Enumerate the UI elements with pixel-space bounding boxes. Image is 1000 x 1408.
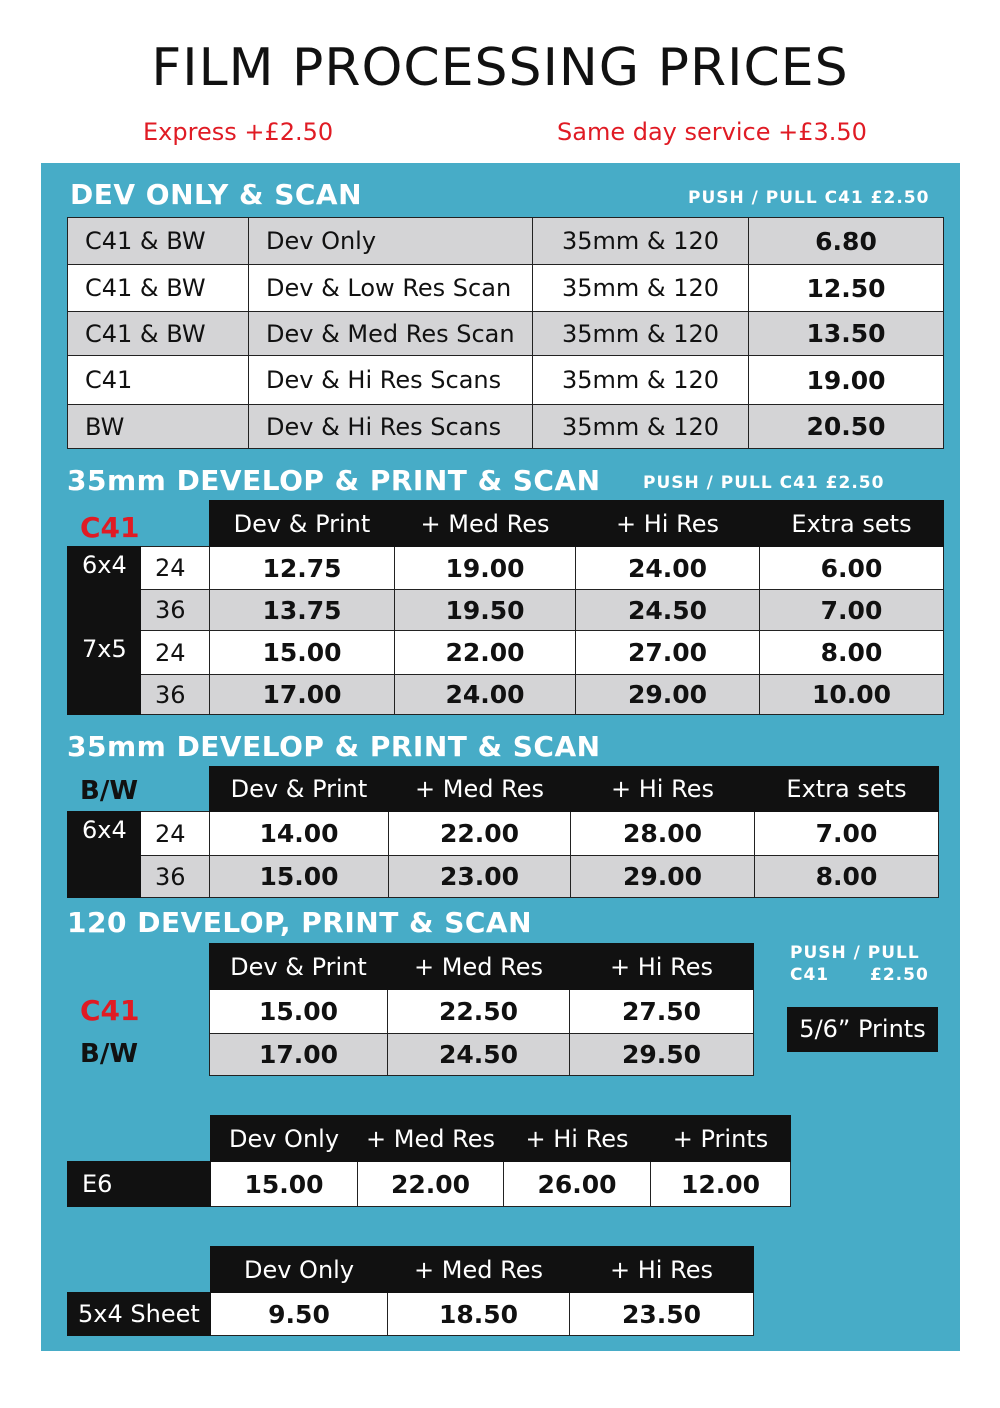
price-cell: 10.00: [760, 675, 944, 715]
sheet-label: 5x4 Sheet: [68, 1293, 211, 1336]
price-cell: 17.00: [210, 675, 395, 715]
print-size-label: 6x4: [68, 812, 141, 898]
header-row: [68, 501, 944, 547]
f120-push-pull-film: C41: [790, 965, 830, 985]
same-day-surcharge: Same day service +£3.50: [557, 118, 867, 146]
price-cell: 23.00: [389, 856, 571, 898]
column-header: Dev & Print: [210, 767, 389, 812]
price-cell: 22.50: [388, 990, 570, 1034]
f120-push-pull-price: £2.50: [870, 965, 929, 985]
exposures-cell: 24: [141, 631, 210, 675]
header-row: [68, 767, 939, 812]
price-cell: 22.00: [395, 631, 576, 675]
table-row: [68, 265, 944, 312]
bw-35mm-table: [67, 766, 939, 898]
table-row: [210, 990, 754, 1034]
column-header: + Med Res: [358, 1116, 504, 1162]
table-row: [68, 312, 944, 356]
price-cell: 14.00: [210, 812, 389, 856]
c41-label: C41: [80, 511, 140, 544]
table-row: [68, 1162, 791, 1207]
film-type-cell: BW: [68, 405, 249, 449]
service-cell: Dev & Hi Res Scans: [249, 356, 533, 405]
column-header: Dev Only: [211, 1247, 388, 1293]
price-cell: 12.00: [651, 1162, 791, 1207]
price-cell: 26.00: [504, 1162, 651, 1207]
format-cell: 35mm & 120: [533, 312, 749, 356]
column-header: + Prints: [651, 1116, 791, 1162]
table-row: [68, 812, 939, 856]
format-cell: 35mm & 120: [533, 356, 749, 405]
column-header: + Hi Res: [504, 1116, 651, 1162]
bw-label: B/W: [80, 776, 138, 806]
column-header: + Med Res: [388, 944, 570, 990]
price-cell: 19.50: [395, 590, 576, 631]
service-cell: Dev & Low Res Scan: [249, 265, 533, 312]
price-cell: 6.80: [749, 218, 944, 265]
exposures-cell: 24: [141, 812, 210, 856]
price-cell: 15.00: [211, 1162, 358, 1207]
dev-scan-push-pull-note: PUSH / PULL C41 £2.50: [688, 188, 930, 208]
price-cell: 24.00: [576, 547, 760, 590]
price-cell: 6.00: [760, 547, 944, 590]
price-cell: 8.00: [760, 631, 944, 675]
service-cell: Dev & Med Res Scan: [249, 312, 533, 356]
film-type-cell: C41 & BW: [68, 312, 249, 356]
price-cell: 7.00: [755, 812, 939, 856]
format-cell: 35mm & 120: [533, 265, 749, 312]
table-row: [68, 218, 944, 265]
column-header: Dev & Print: [210, 501, 395, 547]
column-header: + Hi Res: [570, 1247, 754, 1293]
film-type-cell: C41: [68, 356, 249, 405]
film-type-cell: C41 & BW: [68, 218, 249, 265]
price-cell: 22.00: [358, 1162, 504, 1207]
price-cell: 24.50: [388, 1034, 570, 1076]
price-cell: 15.00: [210, 990, 388, 1034]
column-header: + Med Res: [388, 1247, 570, 1293]
e6-table: [67, 1115, 791, 1207]
price-cell: 29.00: [576, 675, 760, 715]
table-row: [68, 856, 939, 898]
dev-scan-table: [67, 217, 944, 449]
column-header: + Med Res: [395, 501, 576, 547]
price-cell: 27.00: [576, 631, 760, 675]
price-cell: 20.50: [749, 405, 944, 449]
price-cell: 7.00: [760, 590, 944, 631]
price-cell: 13.75: [210, 590, 395, 631]
price-cell: 9.50: [211, 1293, 388, 1336]
price-cell: 8.00: [755, 856, 939, 898]
header-row: [210, 944, 754, 990]
header-row: [68, 1116, 791, 1162]
price-cell: 12.75: [210, 547, 395, 590]
express-surcharge: Express +£2.50: [143, 118, 334, 146]
column-header: + Hi Res: [571, 767, 755, 812]
table-row: [68, 631, 944, 675]
table-row: [68, 405, 944, 449]
price-cell: 19.00: [749, 356, 944, 405]
f120-c41-label: C41: [80, 994, 140, 1027]
sheet-table: [67, 1246, 754, 1336]
price-cell: 22.00: [389, 812, 571, 856]
table-row: [68, 590, 944, 631]
price-cell: 17.00: [210, 1034, 388, 1076]
column-header: + Hi Res: [570, 944, 754, 990]
f120-table: [209, 943, 754, 1076]
price-cell: 13.50: [749, 312, 944, 356]
exposures-cell: 36: [141, 675, 210, 715]
table-row: [210, 1034, 754, 1076]
prints-size-badge: 5/6” Prints: [787, 1007, 938, 1052]
print-size-label: 6x4: [68, 547, 141, 631]
e6-label: E6: [68, 1162, 211, 1207]
table-row: [68, 547, 944, 590]
price-cell: 23.50: [570, 1293, 754, 1336]
print-size-label: 7x5: [68, 631, 141, 715]
column-header: Dev & Print: [210, 944, 388, 990]
film-type-cell: C41 & BW: [68, 265, 249, 312]
column-header: Extra sets: [755, 767, 939, 812]
column-header: + Med Res: [389, 767, 571, 812]
price-cell: 12.50: [749, 265, 944, 312]
dev-scan-heading: DEV ONLY & SCAN: [70, 178, 363, 211]
exposures-cell: 24: [141, 547, 210, 590]
table-row: [68, 1293, 754, 1336]
price-cell: 29.00: [571, 856, 755, 898]
f120-bw-label: B/W: [80, 1039, 138, 1069]
service-cell: Dev Only: [249, 218, 533, 265]
f120-heading: 120 DEVELOP, PRINT & SCAN: [67, 906, 533, 939]
format-cell: 35mm & 120: [533, 405, 749, 449]
price-cell: 15.00: [210, 856, 389, 898]
price-cell: 29.50: [570, 1034, 754, 1076]
c41-35mm-push-pull-note: PUSH / PULL C41 £2.50: [643, 473, 885, 493]
table-row: [68, 675, 944, 715]
format-cell: 35mm & 120: [533, 218, 749, 265]
price-cell: 18.50: [388, 1293, 570, 1336]
c41-35mm-table: [67, 500, 944, 715]
exposures-cell: 36: [141, 590, 210, 631]
service-cell: Dev & Hi Res Scans: [249, 405, 533, 449]
price-cell: 24.50: [576, 590, 760, 631]
bw-35mm-heading: 35mm DEVELOP & PRINT & SCAN: [67, 730, 601, 763]
table-row: [68, 356, 944, 405]
c41-35mm-heading: 35mm DEVELOP & PRINT & SCAN: [67, 464, 601, 497]
column-header: Extra sets: [760, 501, 944, 547]
column-header: + Hi Res: [576, 501, 760, 547]
price-cell: 15.00: [210, 631, 395, 675]
price-cell: 19.00: [395, 547, 576, 590]
price-cell: 28.00: [571, 812, 755, 856]
column-header: Dev Only: [211, 1116, 358, 1162]
page-title: FILM PROCESSING PRICES: [151, 38, 849, 98]
header-row: [68, 1247, 754, 1293]
price-cell: 24.00: [395, 675, 576, 715]
exposures-cell: 36: [141, 856, 210, 898]
f120-push-pull-note: PUSH / PULL: [790, 943, 920, 963]
price-cell: 27.50: [570, 990, 754, 1034]
